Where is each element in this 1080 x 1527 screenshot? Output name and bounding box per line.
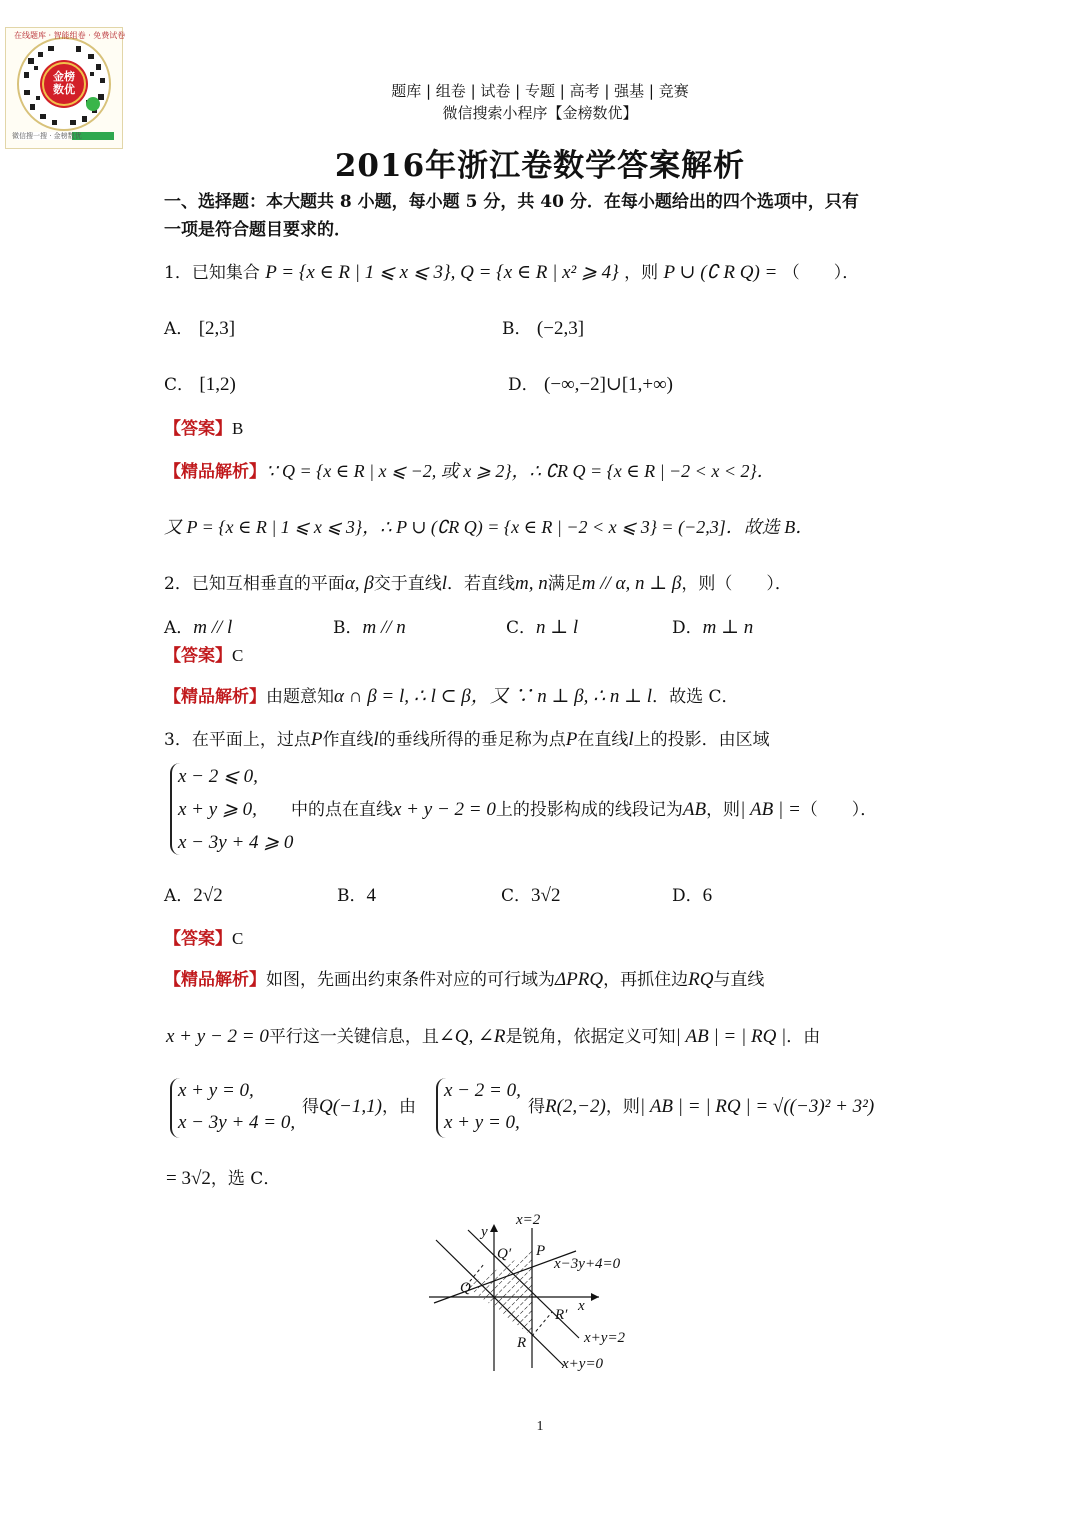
y-axis-arrow-icon <box>490 1224 498 1232</box>
label-p: P <box>536 1243 546 1259</box>
q3-stem-a: 3．在平面上，过点 <box>164 730 311 750</box>
q1-analysis-2 <box>164 516 813 539</box>
q2-option-d <box>672 617 753 639</box>
page-title: 2016年浙江卷数学答案解析 <box>334 148 746 184</box>
q1-expr-b: P ∪ (∁ R Q) = <box>663 262 778 283</box>
q3-res1 <box>302 1096 416 1118</box>
label-line-1: x−3y+4=0 <box>554 1256 621 1272</box>
answer-value: C <box>232 929 244 948</box>
q3-option-a <box>164 885 223 907</box>
option-label: B． <box>337 886 367 906</box>
analysis-expr: | AB | = | RQ | = √((−3)² + 3²) <box>639 1096 875 1117</box>
q3-res2 <box>528 1096 874 1118</box>
label-r-prime: R′ <box>555 1307 568 1323</box>
label-q-prime: Q′ <box>497 1246 512 1262</box>
q3-final <box>166 1168 280 1190</box>
q3-analysis-1 <box>164 969 764 991</box>
header-nav: 题库 | 组卷 | 试卷 | 专题 | 高考 | 强基 | 竞赛 <box>391 82 689 100</box>
analysis-text: 与直线 <box>713 970 765 990</box>
option-value: 2√2 <box>193 885 223 906</box>
q1-analysis-1 <box>164 460 775 483</box>
answer-value: C <box>232 646 244 665</box>
q3-expr-l: l <box>373 729 379 750</box>
q2-stem <box>164 573 792 595</box>
q1-option-c <box>164 374 236 396</box>
analysis-expr: R(2,−2) <box>545 1096 606 1117</box>
projection-r <box>532 1312 552 1336</box>
answer-tag: 【答案】 <box>164 929 232 949</box>
option-label: C． <box>506 618 537 638</box>
option-value: 3√2 <box>531 885 561 906</box>
option-value: (−2,3] <box>536 318 585 339</box>
q3-system-line: x − 2 ⩽ 0, <box>178 766 258 787</box>
option-value: m // n <box>362 617 406 638</box>
q1-expr-a: P = {x ∈ R | 1 ⩽ x ⩽ 3}, Q = {x ∈ R | x² ⩾ 4} <box>265 262 619 283</box>
analysis-tag: 【精品解析】 <box>164 970 266 990</box>
option-label: D． <box>508 375 539 395</box>
section-line-2: 一项是符合题目要求的． <box>164 220 351 240</box>
label-y: y <box>481 1224 488 1240</box>
qr-center-text: 金榜数优 <box>53 70 75 96</box>
analysis-text: ．故选 C． <box>652 687 739 707</box>
q1-stem <box>164 262 859 284</box>
label-line-3: x+y=0 <box>562 1356 604 1372</box>
q3-mid-expr: AB <box>682 799 707 820</box>
q3-option-d <box>672 885 712 907</box>
analysis-text: ．由 <box>786 1027 821 1047</box>
analysis-expr: Q(−1,1) <box>319 1096 382 1117</box>
analysis-expr: ∠Q, ∠R <box>438 1026 506 1047</box>
q3-sys1-line: x − 3y + 4 = 0, <box>178 1112 296 1133</box>
analysis-expr: x + y − 2 = 0 <box>166 1026 269 1047</box>
label-line-2: x+y=2 <box>584 1330 626 1346</box>
q3-mid-expr: x + y − 2 = 0 <box>393 799 496 820</box>
option-label: B． <box>333 618 363 638</box>
q1-answer <box>164 418 243 440</box>
q2-stem-e: ，则（ ）． <box>681 574 792 594</box>
feasible-region <box>466 1251 532 1336</box>
q3-expr-p: P <box>565 729 578 750</box>
analysis-text: 由题意知 <box>266 687 334 707</box>
option-label: C． <box>501 886 532 906</box>
answer-value: B <box>232 419 244 438</box>
analysis-text: ，由 <box>381 1097 416 1117</box>
q3-mid-text: 上的投影构成的线段记为 <box>495 800 683 820</box>
option-label: D． <box>672 618 703 638</box>
analysis-text: ，则 <box>605 1097 640 1117</box>
analysis-text: 得 <box>528 1097 545 1117</box>
analysis-text: ∵ Q = {x ∈ R | x ⩽ −2, 或 x ⩾ 2}，∴ ∁R Q = {x ∈ R | −2 < x < 2}． <box>266 461 775 481</box>
q3-answer <box>164 928 243 950</box>
page-number: 1 <box>536 1419 544 1434</box>
q3-stem-d: 在直线 <box>577 730 629 750</box>
qr-arc-text: 在线题库 · 智能组卷 · 免费试卷 <box>14 31 126 40</box>
analysis-expr: = 3√2 <box>166 1168 211 1189</box>
option-value: 6 <box>702 885 713 906</box>
section-line-1: 一、选择题：本大题共 8 小题，每小题 5 分，共 40 分．在每小题给出的四个选项中，只有 <box>164 192 859 212</box>
label-x-eq-2: x=2 <box>516 1212 541 1228</box>
option-value: m ⊥ n <box>702 617 754 638</box>
option-value: 4 <box>366 885 376 906</box>
analysis-expr: ΔPRQ <box>555 969 604 990</box>
analysis-text: 如图，先画出约束条件对应的可行域为 <box>266 970 555 990</box>
q2-stem-a: 2．已知互相垂直的平面 <box>164 574 345 594</box>
q3-analysis-2 <box>166 1026 820 1048</box>
q2-stem-b: 交于直线 <box>373 574 442 594</box>
q3-stem-e: 上的投影．由区域 <box>633 730 770 750</box>
option-value: n ⊥ l <box>536 617 579 638</box>
q3-sys1-line: x + y = 0, <box>178 1080 254 1101</box>
q3-mid-expr: | AB | = <box>740 799 801 820</box>
q3-option-b <box>337 885 376 907</box>
q2-expr-c: m, n <box>515 573 548 594</box>
option-label: D． <box>672 886 703 906</box>
option-label: C． <box>164 375 195 395</box>
q3-system-line: x − 3y + 4 ⩾ 0 <box>178 832 294 853</box>
q3-stem-c: 的垂线所得的垂足称为点 <box>378 730 566 750</box>
analysis-text: 得 <box>302 1097 319 1117</box>
qr-bottom-text: 微信搜一搜 · 金榜数优 <box>12 132 82 140</box>
analysis-text: 平行这一关键信息，且 <box>268 1027 439 1047</box>
option-label: B． <box>502 319 532 339</box>
label-x: x <box>578 1298 585 1314</box>
q1-stem-b: ，则 <box>624 263 659 283</box>
analysis-text: ，再抓住边 <box>603 970 689 990</box>
analysis-expr: RQ <box>688 969 714 990</box>
option-label: A． <box>164 886 194 906</box>
answer-tag: 【答案】 <box>164 419 232 439</box>
q3-stem-b: 作直线 <box>322 730 374 750</box>
q3-system-line: x + y ⩾ 0, <box>178 799 257 820</box>
q2-analysis <box>164 686 739 708</box>
q2-answer <box>164 645 243 667</box>
analysis-text: ，选 C． <box>210 1169 281 1189</box>
label-q: Q <box>460 1280 471 1296</box>
q3-mid-text: 中的点在直线 <box>291 800 393 820</box>
option-value: [2,3] <box>198 318 236 339</box>
q3-mid-text: （ ）． <box>800 800 878 820</box>
option-value: (−∞,−2]∪[1,+∞) <box>544 374 674 395</box>
analysis-text: 是锐角，依据定义可知 <box>505 1027 676 1047</box>
answer-tag: 【答案】 <box>164 646 232 666</box>
q2-expr-a: α, β <box>344 573 374 594</box>
q3-option-c <box>501 885 560 907</box>
q2-option-b <box>333 617 406 639</box>
q3-figure <box>424 1206 664 1376</box>
q1-option-b <box>502 318 584 340</box>
q2-stem-c: ．若直线 <box>447 574 516 594</box>
option-value: m // l <box>193 617 233 638</box>
q1-stem-a: 1．已知集合 <box>164 263 260 283</box>
q1-option-d <box>508 374 673 396</box>
q2-option-a <box>164 617 232 639</box>
q1-stem-c: （ ）． <box>782 263 860 283</box>
header-sub: 微信搜索小程序【金榜数优】 <box>442 104 638 122</box>
q3-expr-l: l <box>628 729 634 750</box>
q3-sys2-line: x − 2 = 0, <box>444 1080 521 1101</box>
q3-stem <box>164 729 770 751</box>
q3-mid <box>291 799 877 821</box>
q1-option-a <box>164 318 235 340</box>
analysis-expr: α ∩ β = l, ∴ l ⊂ β，又 ∵ n ⊥ β, ∴ n ⊥ l <box>334 686 653 707</box>
analysis-text: 又 P = {x ∈ R | 1 ⩽ x ⩽ 3}，∴ P ∪ (∁R Q) = {x ∈ R | −2 < x ⩽ 3} = (−2,3]．故选 B． <box>164 517 814 537</box>
option-label: A． <box>164 618 194 638</box>
q2-expr-d: m // α, n ⊥ β <box>581 573 682 594</box>
q3-mid-text: ，则 <box>706 800 741 820</box>
label-r: R <box>517 1335 527 1351</box>
q3-expr-p: P <box>310 729 323 750</box>
option-value: [1,2) <box>199 374 236 395</box>
option-label: A． <box>164 319 194 339</box>
q3-sys2-line: x + y = 0, <box>444 1112 520 1133</box>
q2-option-c <box>506 617 578 639</box>
x-axis-arrow-icon <box>591 1293 599 1301</box>
q2-stem-d: 满足 <box>547 574 582 594</box>
analysis-tag: 【精品解析】 <box>164 462 266 482</box>
analysis-expr: | AB | = | RQ | <box>675 1026 787 1047</box>
q2-expr-b: l <box>441 573 448 594</box>
analysis-tag: 【精品解析】 <box>164 687 266 707</box>
